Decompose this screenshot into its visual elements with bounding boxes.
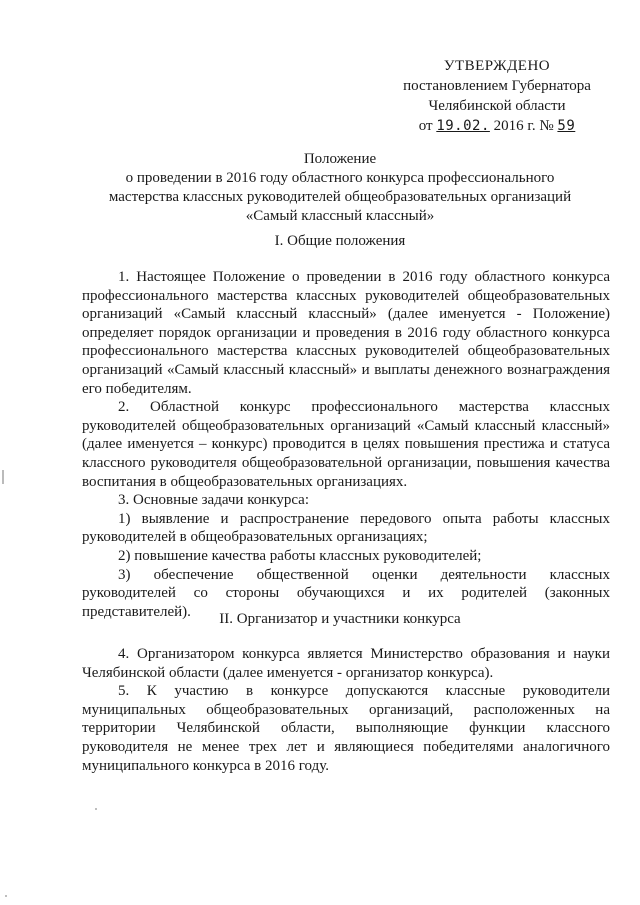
section-2-heading: II. Организатор и участники конкурса [219,611,461,627]
approval-number: 59 [557,118,576,134]
title-line-4: «Самый классный классный» [245,208,435,224]
section-1-heading: I. Общие положения [274,233,406,249]
paragraph: 4. Организатором конкурса является Министерство образования и науки Челябинской области (далее именуется - организатор конкурса). [82,646,610,681]
title-line-3: мастерства классных руководителей общеобразовательных организаций [108,189,572,205]
section-1-body [82,268,610,621]
scan-artifact [5,895,7,897]
approval-from-label: от [418,118,433,134]
title-line-2: о проведении в 2016 году областного конкурса профессионального [125,170,555,186]
approval-date: 19.02. [436,118,490,134]
scan-artifact [95,808,97,810]
approval-title: УТВЕРЖДЕНО [443,58,551,74]
scan-artifact [2,470,4,484]
paragraph: 1) выявление и распространение передового опыта работы классных руководителей в общеобразовательных организациях; [82,510,610,546]
approval-date-line [392,116,602,136]
paragraph: 3. Основные задачи конкурса: [118,492,310,509]
document-title [60,150,620,226]
paragraph: 2. Областной конкурс профессионального мастерства классных руководителей общеобразовательных организаций «Самый классный классный» (далее именуется – конкурс) проводится в целях повышения престижа и статуса классного руководителя общеобразовательной организации, повышения качества воспитания в общеобразовательных организациях. [82,399,610,490]
paragraph: 1. Настоящее Положение о проведении в 2016 году областного конкурса профессионального мастерства классных руководителей общеобразовательных организаций «Самый классный классный» (далее именуется - Положение) определяет порядок организации и проведения в 2016 году областного конкурса профессионального мастерства классных руководителей общеобразовательных организаций «Самый классный классный» и выплаты денежного вознаграждения его победителям. [82,269,610,397]
approval-line-2: Челябинской области [428,98,566,114]
approval-year-label: 2016 г. № [493,118,554,134]
title-line-1: Положение [303,151,377,167]
paragraph: 2) повышение качества работы классных руководителей; [118,547,482,564]
approval-stamp [392,56,602,136]
section-2-body [82,645,610,775]
paragraph: 5. К участию в конкурсе допускаются классные руководители муниципальных общеобразовательных организаций, расположенных на территории Челябинской области, выполняющие функции классного руководителя не менее трех лет и являющиеся победителями аналогичного муниципального конкурса в 2016 году. [82,683,610,774]
paragraph: 3) обеспечение общественной оценки деятельности классных руководителей со стороны обучающихся и их родителей (законных представителей). [82,566,610,620]
approval-line-1: постановлением Губернатора [403,78,591,94]
